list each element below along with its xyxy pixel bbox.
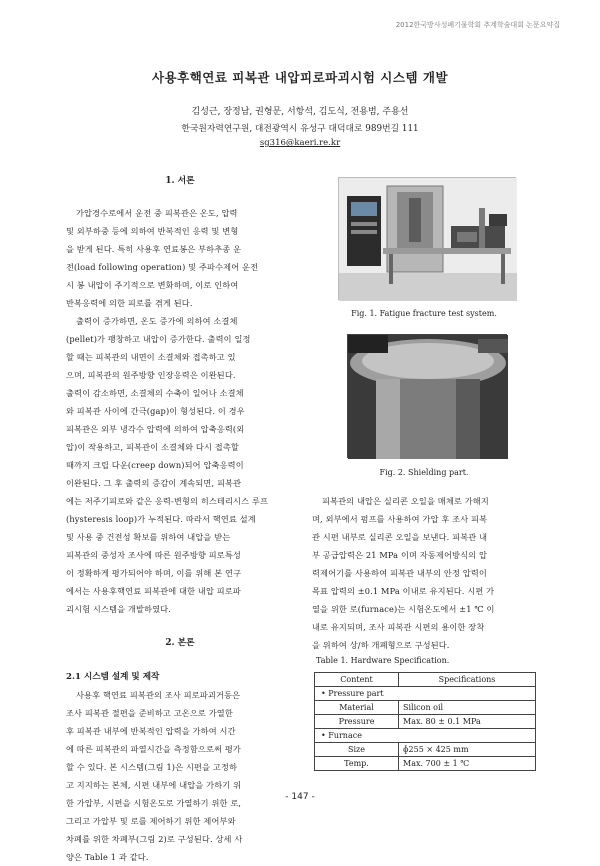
body-heading: 2. 본론 — [165, 638, 195, 648]
table-row — [315, 687, 536, 701]
table-caption: Table 1. Hardware Specification. — [316, 656, 450, 665]
table-cell-spec — [399, 687, 536, 701]
fatigue-test-system-photo — [338, 177, 516, 300]
right-paragraph-1: 피복관의 내압은 실리콘 오일을 매체로 가해지 며, 외부에서 펌프를 사용하여 가압 후 조사 피복 관 시편 내부로 실리콘 오일을 보낸다. 피복관 내 부 공급압력은 21 MPa 이며 자동제어방식의 압 력제어기를 사용하여 피복관 내부의 안정 압력이 목표 압력의 ±0.1 MPa 이내로 유지된다. 시편 가 열을 위한 로(furnace)는 시험온도에서 ±1 ℃ 이 내로 유지되며, 조사 피복관 시편의 용이한 장착 을 위하여 상/하 개폐형으로 구성된다. — [312, 496, 495, 650]
hardware-spec-table — [314, 672, 536, 771]
table-cell-content: • Pressure part — [315, 687, 399, 701]
left-column — [66, 172, 294, 866]
author-list: 김성근, 장정남, 권형문, 서항석, 김도식, 전용범, 주용선 — [191, 107, 409, 117]
table-cell-spec: ɸ255 × 425 mm — [399, 743, 536, 757]
contact-email[interactable]: sg316@kaeri.re.kr — [259, 138, 341, 148]
table-cell-content: Pressure — [315, 715, 399, 729]
table-cell-spec — [399, 729, 536, 743]
table-cell-content: Material — [315, 701, 399, 715]
table-row — [315, 757, 536, 771]
table-cell-spec: Max. 700 ± 1 ℃ — [399, 757, 536, 771]
table-cell-spec: Silicon oil — [399, 701, 536, 715]
shielding-part-photo — [347, 334, 507, 458]
table-cell-content: Temp. — [315, 757, 399, 771]
table-row — [315, 715, 536, 729]
table-cell-content: • Furnace — [315, 729, 399, 743]
page-number: - 147 - — [285, 792, 315, 802]
intro-paragraph-2: 출력이 증가하면, 온도 증가에 의하여 소결체 (pellet)가 팽창하고 내압이 증가한다. 출력이 일정 할 때는 피복관의 내면이 소결체와 접촉하고 있 으며, 피복관의 원주방향 인장응력은 이완된다. 출력이 감소하면, 소결체의 수축이 일어나 소결체 와 피복관 사이에 간극(gap)이 형성된다. 이 경우 피복관은 외부 냉각수 압력에 의하여 압축응력(외 압)이 작용하고, 피복관이 소결체와 다시 접촉할 때까지 크립 다운(creep down)되어 압축응력이 이완된다. 그 후 출력의 증감이 계속되면, 피복관 에는 저주기피로와 같은 응력-변형의 히스테리시스 루프 (hysteresis loop)가 누적된다. 따라서 핵연료 설계 및 사용 중 건전성 확보를 위하여 내압을 받는 피복관의 중성자 조사에 따른 원주방향 피로특성 이 정확하게 평가되어야 하며, 이를 위해 본 연구 에서는 사용후핵연료 피복관에 대한 내압 피로파 괴시험 시스템을 개발하였다. — [66, 316, 269, 614]
table-row — [315, 729, 536, 743]
paper-title: 사용후핵연료 피복관 내압피로파괴시험 시스템 개발 — [151, 70, 449, 85]
table-header-row — [315, 673, 536, 687]
subsection-heading: 2.1 시스템 설계 및 제작 — [66, 672, 160, 682]
table-header-specifications: Specifications — [399, 673, 536, 687]
intro-heading: 1. 서론 — [165, 176, 195, 186]
table-row — [315, 701, 536, 715]
running-header: 2012한국방사성폐기물학회 추계학술대회 논문요약집 — [395, 21, 560, 29]
table-cell-spec: Max. 80 ± 0.1 MPa — [399, 715, 536, 729]
body-paragraph-1: 사용후 핵연료 피복관의 조사 피로파괴거동은 조사 피복관 절편을 준비하고 고온으로 가열한 후 피복관 내부에 반복적인 압력을 가하여 시간 에 따른 피복관의 파열시간을 측정함으로써 평가 할 수 있다. 본 시스템(그림 1)은 시편을 고정하 고 지지하는 본체, 시편 내부에 내압을 가하기 위 한 가압부, 시편을 시험온도로 가열하기 위한 로, 그리고 가압부 및 로를 제어하기 위한 제어부와 차폐를 위한 차폐부(그림 2)로 구성된다. 상세 사 양은 Table 1 과 같다. — [66, 690, 243, 862]
table-header-content: Content — [315, 673, 399, 687]
figure-1-caption: Fig. 1. Fatigue fracture test system. — [351, 309, 497, 318]
figure-2-caption: Fig. 2. Shielding part. — [379, 468, 469, 477]
affiliation: 한국원자력연구원, 대전광역시 유성구 대덕대로 989번길 111 — [181, 124, 419, 134]
intro-paragraph-1: 가압경수로에서 운전 중 피복관은 온도, 압력 및 외부하중 등에 의하여 반복적인 응력 및 변형 을 받게 된다. 특히 사용후 연료봉은 부하추종 운 전(load following operation) 및 주파수제어 운전 시 봉 내압이 주기적으로 변화하며, 이로 인하여 반복응력에 의한 피로를 겪게 된다. — [66, 208, 259, 308]
table-row — [315, 743, 536, 757]
table-cell-content: Size — [315, 743, 399, 757]
